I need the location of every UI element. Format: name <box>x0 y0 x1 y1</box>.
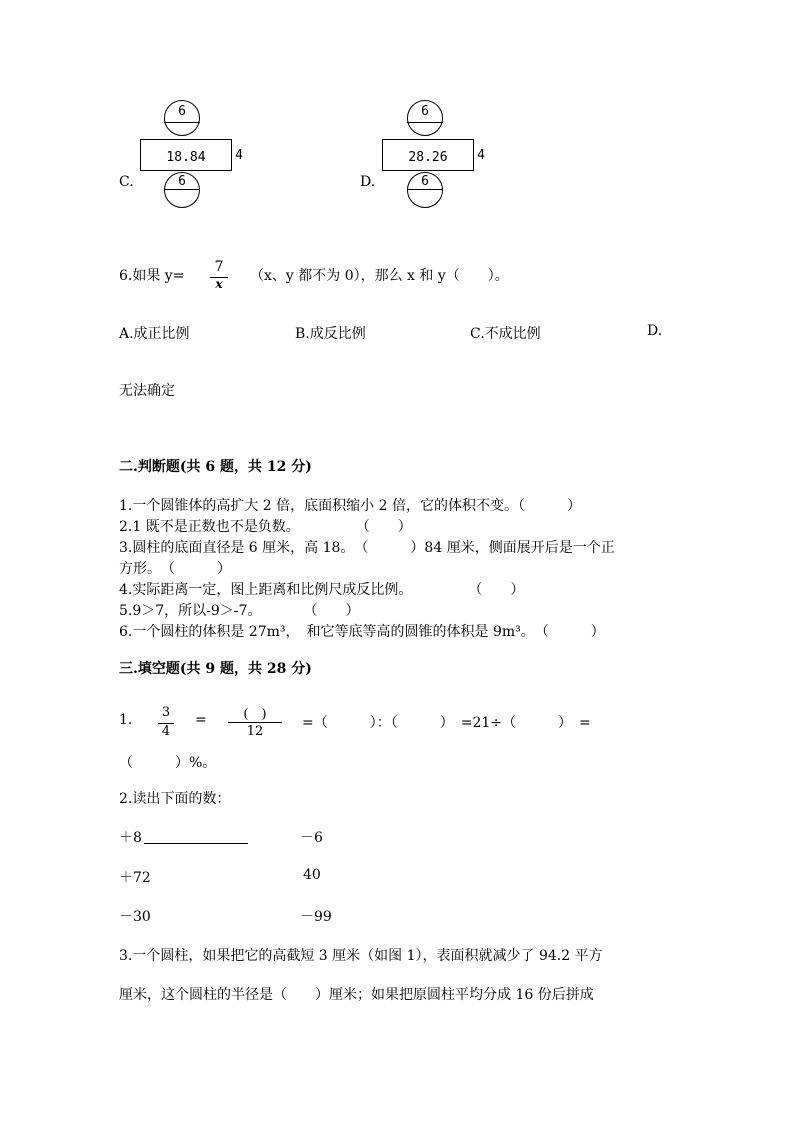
option-c-rect-label: 18.84 <box>166 150 206 165</box>
judge-item-2: 2.1 既不是正数也不是负数。 （ ） <box>119 519 412 535</box>
q6-option-d: D. <box>647 323 663 339</box>
option-c-top-chord <box>164 122 200 123</box>
judge-item-4: 4.实际距离一定，图上距离和比例尺成反比例。 （ ） <box>119 582 525 598</box>
judge-item-5: 5.9＞7，所以-9＞-7。 （ ） <box>119 603 360 619</box>
fill-q2-left-3: －30 <box>119 909 151 925</box>
q6-fraction-numerator: 7 <box>214 259 224 275</box>
q6-option-c: C.不成比例 <box>470 326 541 342</box>
option-c-height-label: 4 <box>235 148 243 163</box>
option-d-rect-label: 28.26 <box>408 150 448 165</box>
q6-option-b: B.成反比例 <box>295 326 366 342</box>
fill-q1-frac2-denominator: 12 <box>246 724 264 739</box>
fill-q1-frac2-numerator: ( ) <box>243 707 267 722</box>
judge-item-3: 3.圆柱的底面直径是 6 厘米，高 18。 （ ）84 厘米，侧面展开后是一个正 <box>119 540 615 556</box>
q6-fraction-denominator: x <box>215 277 223 291</box>
option-d-bottom-chord <box>407 189 443 190</box>
option-c-bottom-circle-label: 6 <box>178 174 186 189</box>
fill-q1-number: 1. <box>119 712 133 728</box>
fill-q1-frac1-numerator: 3 <box>161 705 171 720</box>
fill-q1-frac1-denominator: 4 <box>161 724 171 739</box>
section3-title: 三.填空题(共 9 题，共 28 分) <box>119 661 312 677</box>
fill-q2-title: 2.读出下面的数： <box>119 791 231 807</box>
judge-item-3-cont: 方形。 （ ） <box>119 561 231 577</box>
fill-q3-line2: 厘米，这个圆柱的半径是（ ）厘米；如果把原圆柱平均分成 16 份后拼成 <box>119 987 594 1003</box>
fill-q2-right-3: －99 <box>300 909 332 925</box>
judge-item-1: 1.一个圆锥体的高扩大 2 倍，底面积缩小 2 倍，它的体积不变。（ ） <box>119 498 581 514</box>
q6-prefix: 6.如果 y= <box>119 268 185 284</box>
fill-q2-right-1: －6 <box>300 830 323 846</box>
fill-q1-frac2-bar <box>228 722 282 723</box>
judge-item-6: 6.一个圆柱的体积是 27m³， 和它等底等高的圆锥的体积是 9m³。 （ ） <box>119 624 605 640</box>
q6-option-d-text: 无法确定 <box>119 383 175 399</box>
fill-q2-left-2: ＋72 <box>119 870 151 886</box>
option-d-bottom-circle-label: 6 <box>421 174 429 189</box>
q6-suffix: （x、y 都不为 0），那么 x 和 y（ ）。 <box>250 268 509 284</box>
option-d-top-chord <box>407 122 443 123</box>
fill-q3-line1: 3.一个圆柱，如果把它的高截短 3 厘米（如图 1），表面积就减少了 94.2 平方 <box>119 948 603 964</box>
fill-q1-equals: = <box>195 712 207 728</box>
fill-q2-right-2: 40 <box>303 867 321 883</box>
q6-option-a: A.成正比例 <box>119 326 190 342</box>
option-c-top-circle-label: 6 <box>178 104 186 119</box>
fill-q1-line2: （ ）%。 <box>119 755 217 771</box>
option-c-label: C. <box>119 174 134 190</box>
option-d-label: D. <box>360 174 376 190</box>
option-d-top-circle-label: 6 <box>421 104 429 119</box>
fill-q2-left-1: ＋8 <box>119 830 142 846</box>
option-c-bottom-chord <box>164 189 200 190</box>
fill-q2-answer-line <box>144 843 248 844</box>
fill-q1-rest: =（ ）：（ ） =21÷（ ） = <box>302 715 591 731</box>
section2-title: 二.判断题(共 6 题，共 12 分) <box>119 459 312 475</box>
option-d-height-label: 4 <box>477 148 485 163</box>
